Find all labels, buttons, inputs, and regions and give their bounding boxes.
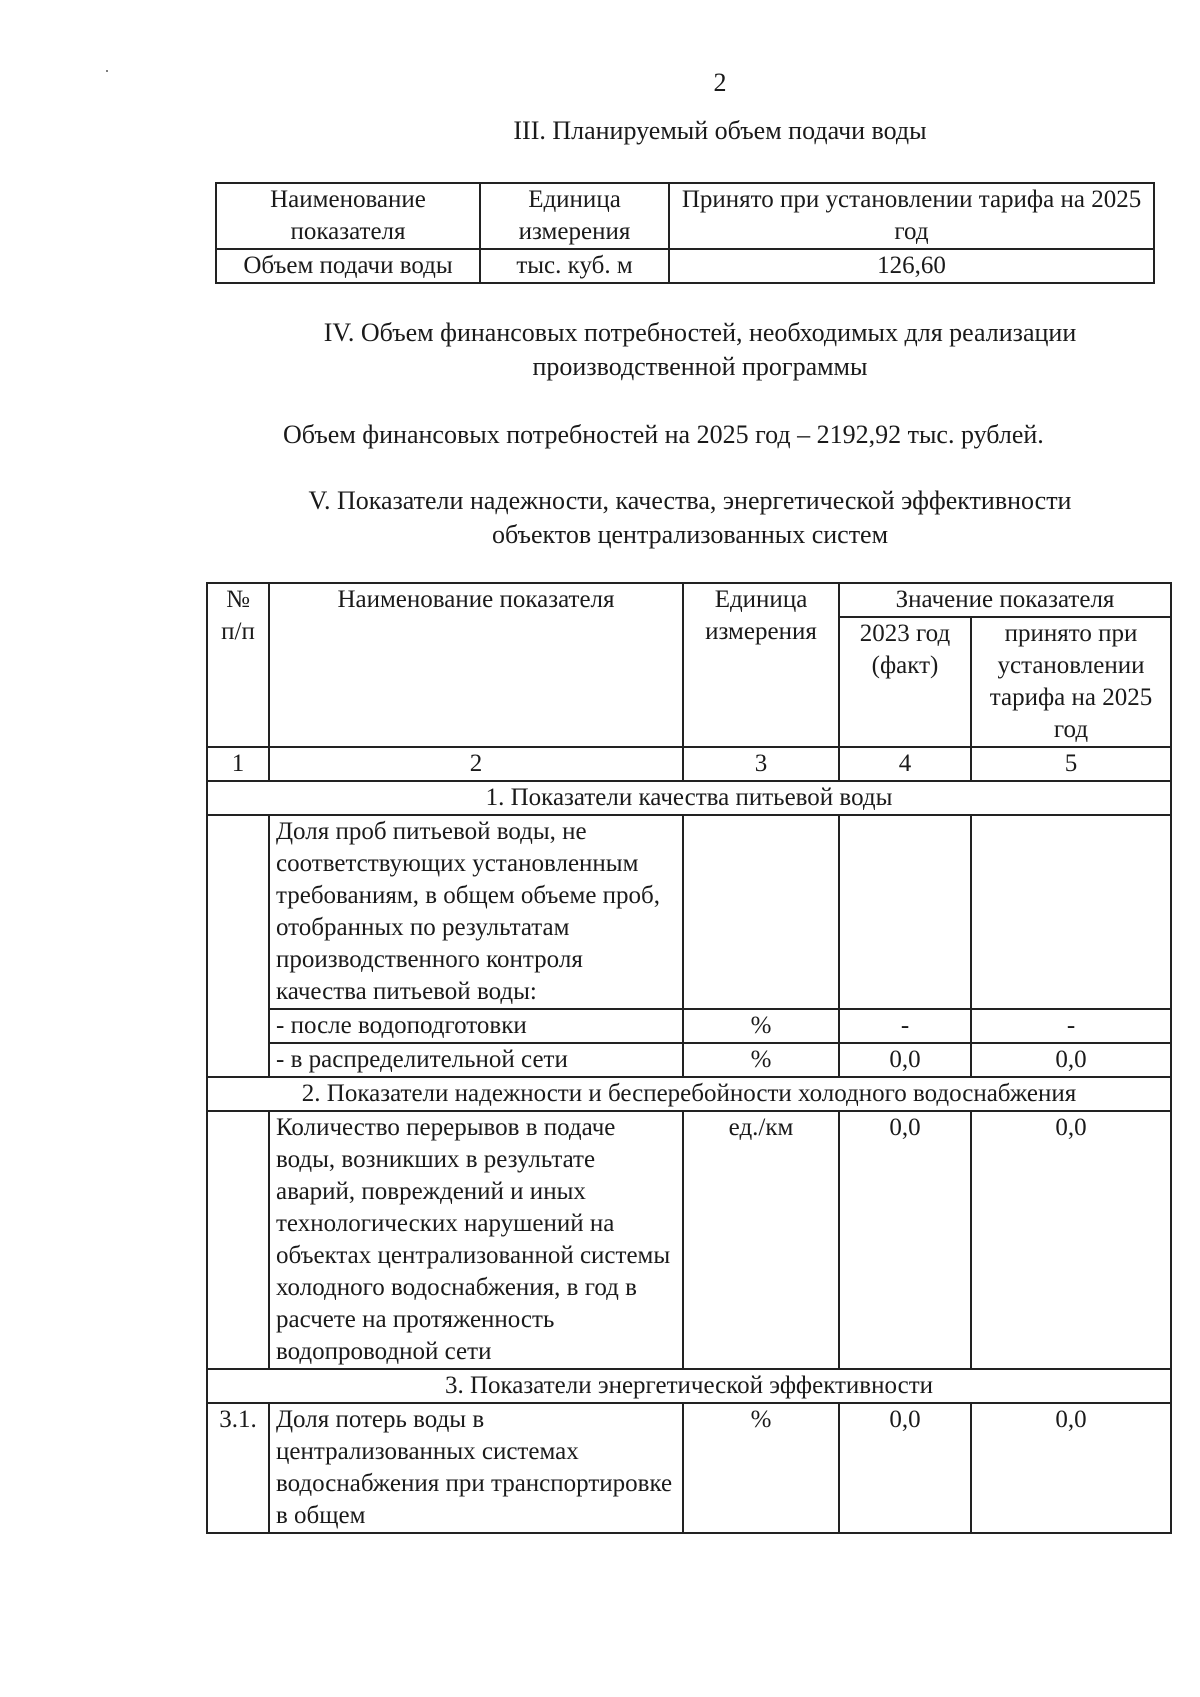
header-plan: принято при установлении тарифа на 2025 год (971, 617, 1171, 747)
header-unit: Единица измерения (683, 583, 839, 747)
table-row (207, 1403, 1171, 1533)
header-row-1 (207, 583, 1171, 617)
col-number-3: 3 (683, 747, 839, 781)
row-fact: 0,0 (839, 1403, 971, 1533)
group-1-num (207, 815, 269, 1077)
table-header-row (216, 183, 1154, 249)
header-indicator-name: Наименование показателя (216, 183, 480, 249)
row-fact: 0,0 (839, 1043, 971, 1077)
group-1-title-row (207, 781, 1171, 815)
indicators-table (206, 582, 1172, 1534)
col-number-1: 1 (207, 747, 269, 781)
row-plan: 0,0 (971, 1043, 1171, 1077)
group-2-title: 2. Показатели надежности и бесперебойности холодного водоснабжения (207, 1077, 1171, 1111)
financial-needs-text: Объем финансовых потребностей на 2025 год – 2192,92 тыс. рублей. (283, 420, 1044, 449)
section-5-title-line1: V. Показатели надежности, качества, энергетической эффективности (308, 486, 1072, 515)
group-2-title-row (207, 1077, 1171, 1111)
table-row (207, 1009, 1171, 1043)
header-tariff: Принято при установлении тарифа на 2025 год (669, 183, 1154, 249)
header-fact: 2023 год (факт) (839, 617, 971, 747)
header-value: Значение показателя (839, 583, 1171, 617)
empty-cell (839, 815, 971, 1009)
empty-cell (971, 815, 1171, 1009)
group-1-desc-row (207, 815, 1171, 1009)
group-3-title-row (207, 1369, 1171, 1403)
row-name: - после водоподготовки (269, 1009, 683, 1043)
row-name: - в распределительной сети (269, 1043, 683, 1077)
cell-unit: тыс. куб. м (480, 249, 669, 283)
section-4-title-line1: IV. Объем финансовых потребностей, необходимых для реализации (323, 318, 1077, 347)
section-3-title: III. Планируемый объем подачи воды (513, 116, 927, 145)
row-name: Количество перерывов в подаче воды, возникших в результате аварий, повреждений и иных технологических нарушений на объектах централизованной системы холодного водоснабжения, в год в расчете на протяженность водопроводной сети (269, 1111, 683, 1369)
group-1-desc: Доля проб питьевой воды, не соответствующих установленным требованиям, в общем объеме проб, отобранных по результатам производственного контроля качества питьевой воды: (269, 815, 683, 1009)
column-number-row (207, 747, 1171, 781)
row-plan: - (971, 1009, 1171, 1043)
cell-value: 126,60 (669, 249, 1154, 283)
section-5-title-line2: объектов централизованных систем (491, 520, 889, 549)
page-number-text: 2 (713, 68, 727, 97)
supply-volume-table (215, 182, 1155, 284)
empty-cell (683, 815, 839, 1009)
group-2-num (207, 1111, 269, 1369)
page-number (0, 68, 1200, 98)
group-1-title: 1. Показатели качества питьевой воды (207, 781, 1171, 815)
col-number-2: 2 (269, 747, 683, 781)
col-number-5: 5 (971, 747, 1171, 781)
row-plan: 0,0 (971, 1111, 1171, 1369)
section-4-title-line2: производственной программы (532, 352, 868, 381)
row-unit: % (683, 1403, 839, 1533)
table-row (207, 1043, 1171, 1077)
row-num: 3.1. (207, 1403, 269, 1533)
header-name: Наименование показателя (269, 583, 683, 747)
row-fact: - (839, 1009, 971, 1043)
group-3-title: 3. Показатели энергетической эффективности (207, 1369, 1171, 1403)
row-unit: % (683, 1043, 839, 1077)
cell-indicator: Объем подачи воды (216, 249, 480, 283)
col-number-4: 4 (839, 747, 971, 781)
row-plan: 0,0 (971, 1403, 1171, 1533)
row-unit: % (683, 1009, 839, 1043)
row-fact: 0,0 (839, 1111, 971, 1369)
header-unit: Единица измерения (480, 183, 669, 249)
table-row (207, 1111, 1171, 1369)
table-row (216, 249, 1154, 283)
row-name: Доля потерь воды в централизованных системах водоснабжения при транспортировке в общем (269, 1403, 683, 1533)
header-num: № п/п (207, 583, 269, 747)
row-unit: ед./км (683, 1111, 839, 1369)
